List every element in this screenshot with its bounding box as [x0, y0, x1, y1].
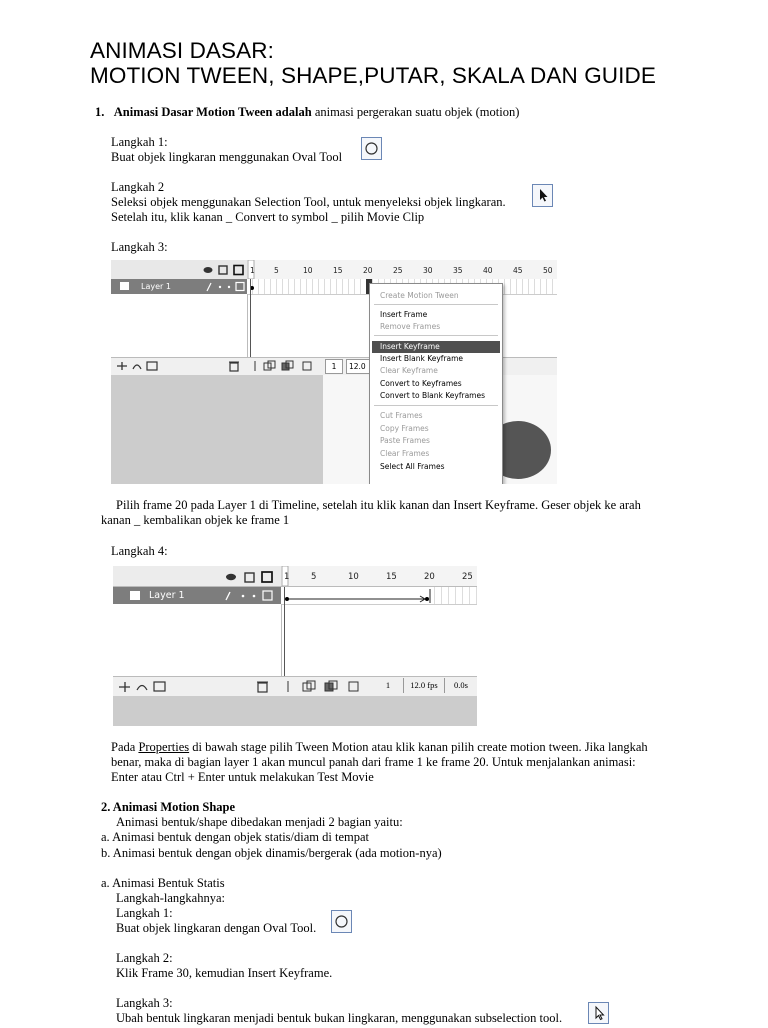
ruler-tick: 15 [386, 572, 397, 582]
ruler-tick: 50 [543, 266, 553, 275]
ruler-tick: 1 [284, 572, 290, 582]
menu-item-copy-frames[interactable]: Copy Frames [380, 424, 429, 433]
menu-item-create-motion-tween[interactable]: Create Motion Tween [380, 291, 459, 300]
elapsed-time-field: 0.0s [454, 680, 468, 690]
step2-text1: Seleksi objek menggunakan Selection Tool, untuk menyeleksi objek lingkaran. [111, 195, 506, 209]
ruler-tick: 40 [483, 266, 493, 275]
ruler-tick: 25 [462, 572, 473, 582]
oval-tool-icon [361, 137, 382, 160]
properties-link[interactable]: Properties [138, 740, 190, 754]
menu-item-convert-blank-keyframes[interactable]: Convert to Blank Keyframes [380, 391, 486, 400]
trash-icon[interactable] [256, 680, 270, 693]
context-menu [369, 283, 503, 484]
properties-para-line1: Pada Properties di bawah stage pilih Tween Motion atau klik kanan pilih create motion tween. Jika langkah [111, 740, 648, 754]
menu-item-clear-frames[interactable]: Clear Frames [380, 449, 430, 458]
fps-field: 12.0 [346, 359, 372, 374]
ruler-tick: 10 [303, 266, 313, 275]
section2-intro: Animasi bentuk/shape dibedakan menjadi 2 bagian yaitu: [116, 815, 403, 829]
s2-text: Klik Frame 30, kemudian Insert Keyframe. [116, 966, 333, 980]
step2-label: Langkah 2 [111, 180, 165, 194]
ruler-tick: 10 [348, 572, 359, 582]
properties-para-line2: benar, maka di bagian layer 1 akan muncul panah dari frame 1 ke frame 20. Untuk menjalankan animasi: [111, 755, 636, 769]
ruler-tick: 30 [423, 266, 433, 275]
properties-para-line3: Enter atau Ctrl + Enter untuk melakukan Test Movie [111, 770, 374, 784]
timeline-screenshot-1 [111, 260, 557, 484]
page-title-line2: MOTION TWEEN, SHAPE,PUTAR, SKALA DAN GUIDE [90, 63, 656, 88]
ruler-tick: 5 [311, 572, 317, 582]
eye-lock-outline-icons [225, 570, 281, 584]
s1-text: Buat objek lingkaran dengan Oval Tool. [116, 921, 317, 935]
step1-label: Langkah 1: [111, 135, 168, 149]
menu-item-insert-frame[interactable]: Insert Frame [380, 310, 428, 319]
eye-lock-outline-icons [203, 263, 247, 276]
onion-skin-icons[interactable] [252, 360, 336, 372]
ruler-tick: 25 [393, 266, 403, 275]
tween-arrow [281, 587, 441, 604]
menu-item-insert-keyframe[interactable]: Insert Keyframe [380, 342, 440, 351]
selection-tool-icon [532, 184, 553, 207]
onion-skin-icons[interactable] [283, 680, 387, 693]
section2-heading: 2. Animasi Motion Shape [101, 800, 236, 814]
current-frame-field: 1 [325, 359, 343, 374]
menu-item-convert-keyframes[interactable]: Convert to Keyframes [380, 379, 462, 388]
subselection-tool-icon [588, 1002, 609, 1024]
s2-label: Langkah 2: [116, 951, 173, 965]
step3-para2: kanan _ kembalikan objek ke frame 1 [101, 513, 290, 527]
section1-heading: 1. Animasi Dasar Motion Tween adalah animasi pergerakan suatu objek (motion) [95, 105, 520, 119]
trash-icon[interactable] [228, 360, 240, 372]
menu-item-remove-frames[interactable]: Remove Frames [380, 322, 441, 331]
menu-item-insert-blank-keyframe[interactable]: Insert Blank Keyframe [380, 354, 464, 363]
s3-label: Langkah 3: [116, 996, 173, 1010]
ruler-tick: 15 [333, 266, 343, 275]
step2-text2: Setelah itu, klik kanan _ Convert to symbol _ pilih Movie Clip [111, 210, 425, 224]
menu-item-clear-keyframe[interactable]: Clear Keyframe [380, 366, 438, 375]
current-frame-field: 1 [385, 680, 391, 690]
s3-text: Ubah bentuk lingkaran menjadi bentuk bukan lingkaran, menggunakan subselection tool. [116, 1011, 563, 1025]
oval-tool-icon [331, 910, 352, 933]
subsection-a-heading: a. Animasi Bentuk Statis [101, 876, 225, 890]
menu-item-paste-frames[interactable]: Paste Frames [380, 436, 430, 445]
ruler-tick: 35 [453, 266, 463, 275]
menu-item-cut-frames[interactable]: Cut Frames [380, 411, 423, 420]
stage-offarea [111, 375, 323, 484]
page-title-line1: ANIMASI DASAR: [90, 38, 274, 63]
ruler-tick: 20 [363, 266, 373, 275]
layer-name: Layer 1 [149, 590, 185, 601]
menu-item-select-all-frames[interactable]: Select All Frames [380, 462, 445, 471]
stage-offarea [113, 696, 477, 726]
section2-item-b: b. Animasi bentuk dengan objek dinamis/bergerak (ada motion-nya) [101, 846, 442, 860]
layer-name: Layer 1 [141, 282, 171, 291]
step3-label: Langkah 3: [111, 240, 168, 254]
ruler-tick: 45 [513, 266, 523, 275]
ruler-tick: 20 [424, 572, 435, 582]
add-layer-icons[interactable] [115, 360, 167, 372]
section2-item-a: a. Animasi bentuk dengan objek statis/diam di tempat [101, 830, 370, 844]
step4-label: Langkah 4: [111, 544, 168, 558]
step3-para1: Pilih frame 20 pada Layer 1 di Timeline, setelah itu klik kanan dan Insert Keyframe. Geser objek ke arah [116, 498, 641, 512]
steps-label: Langkah-langkahnya: [116, 891, 225, 905]
fps-field: 12.0 fps [403, 678, 445, 693]
timeline-screenshot-2 [113, 566, 477, 726]
ruler-tick: 1 [250, 266, 255, 275]
s1-label: Langkah 1: [116, 906, 173, 920]
ruler-tick: 5 [274, 266, 279, 275]
add-layer-icons[interactable] [117, 680, 173, 693]
step1-text: Buat objek lingkaran menggunakan Oval Tool [111, 150, 343, 164]
